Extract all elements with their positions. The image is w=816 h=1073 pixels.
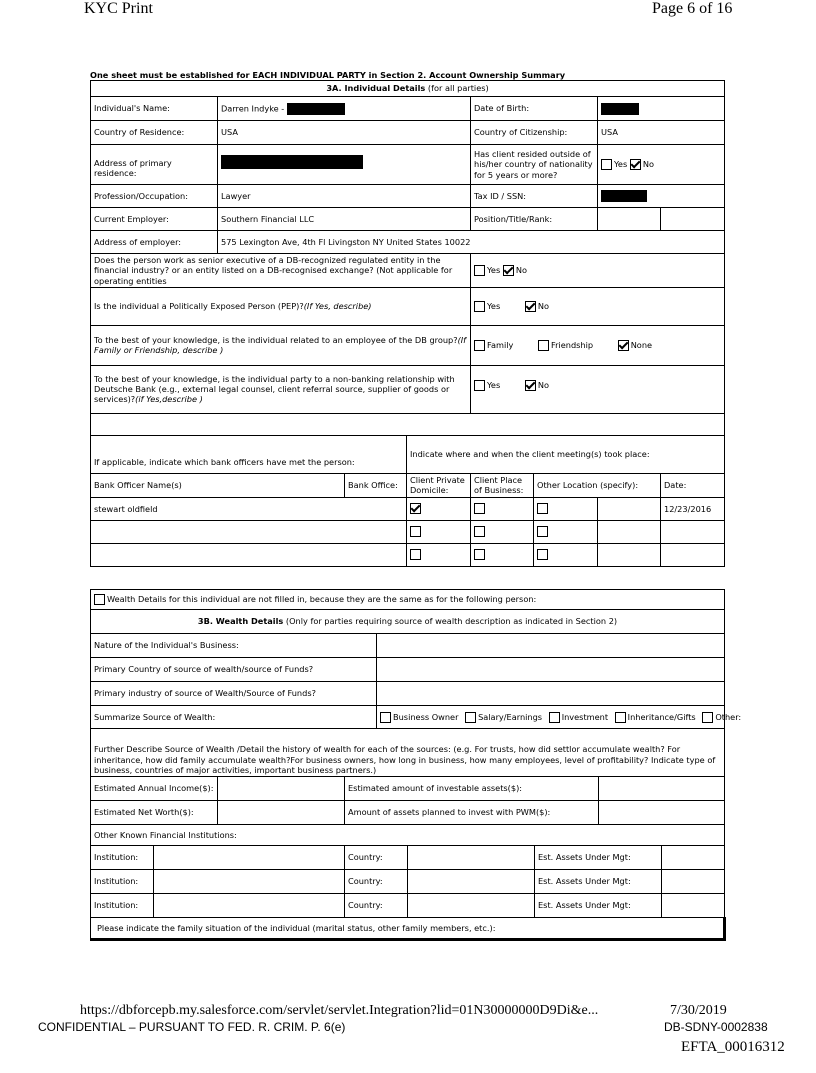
- col-officer: Bank Officer Name(s): [91, 473, 345, 497]
- name-label: Individual's Name:: [91, 97, 218, 121]
- bank-office-cell: [407, 497, 471, 520]
- place-checkbox[interactable]: [537, 503, 548, 514]
- aum-value: [662, 870, 725, 894]
- other-cell: [598, 497, 661, 520]
- summarize-label: Summarize Source of Wealth:: [91, 706, 377, 729]
- dob-value: [598, 97, 725, 121]
- redaction-block: [287, 103, 345, 115]
- resided-no-checkbox[interactable]: [630, 159, 641, 170]
- private-cell: [471, 520, 534, 543]
- address-value: [218, 145, 471, 185]
- country-value: [408, 846, 535, 870]
- officer-name: [91, 520, 407, 543]
- summarize-options: Business Owner Salary/Earnings Investment Inheritance/Gifts Other:: [377, 706, 725, 729]
- aum-value: [662, 846, 725, 870]
- none-checkbox[interactable]: [618, 340, 629, 351]
- section-3b-title: 3B. Wealth Details (Only for parties requiring source of wealth description as indicated in Section 2): [91, 610, 725, 634]
- further-describe: Further Describe Source of Wealth /Detail the history of wealth for each of the sources: (e.g. For trusts, how did settlor accumulate wealth? For inheritance, how did family accumulate wealth?For business owners, how long in business, how many employees, level of profitability? Indicate type of business, countries of major activities, important business partners.): [91, 729, 725, 777]
- institution-label: Institution:: [91, 870, 154, 894]
- spacer-row: [91, 413, 725, 435]
- private-checkbox[interactable]: [474, 549, 485, 560]
- col-date: Date:: [661, 473, 725, 497]
- country-residence-value: USA: [218, 121, 471, 145]
- profession-label: Profession/Occupation:: [91, 185, 218, 208]
- private-checkbox[interactable]: [474, 503, 485, 514]
- institution-value: [154, 846, 345, 870]
- table-row: [91, 543, 725, 566]
- other-cell: [598, 543, 661, 566]
- wealth-details-table: [90, 589, 742, 941]
- senior-exec-answer: Yes No: [471, 254, 725, 288]
- pep-answer: Yes No: [471, 287, 725, 325]
- place-cell: [534, 497, 598, 520]
- profession-value: Lawyer: [218, 185, 471, 208]
- bank-office-checkbox[interactable]: [410, 503, 421, 514]
- country-label: Country:: [345, 894, 408, 918]
- primary-country-label: Primary Country of source of wealth/source of Funds?: [91, 658, 377, 682]
- table-row: [91, 894, 725, 918]
- employer-address-value: 575 Lexington Ave, 4th Fl Livingston NY United States 10022: [218, 231, 725, 254]
- col-bank-office: Bank Office:: [345, 473, 407, 497]
- other-cell: [598, 520, 661, 543]
- senior-no-checkbox[interactable]: [503, 265, 514, 276]
- page-number: Page 6 of 16: [652, 0, 733, 17]
- meeting-date: [661, 520, 725, 543]
- footer-date: 7/30/2019: [670, 1003, 727, 1018]
- inheritance-checkbox[interactable]: [615, 712, 626, 723]
- primary-industry-value: [377, 682, 725, 706]
- section-3a-title: 3A. Individual Details (for all parties): [91, 81, 725, 97]
- position-spacer: [661, 208, 725, 231]
- efta-number: EFTA_00016312: [681, 1039, 785, 1055]
- table-row: [91, 846, 725, 870]
- address-label: Address of primary residence:: [91, 145, 218, 185]
- redaction-block: [601, 190, 647, 202]
- place-checkbox[interactable]: [537, 526, 548, 537]
- country-value: [408, 894, 535, 918]
- friendship-checkbox[interactable]: [538, 340, 549, 351]
- other-fi-label: Other Known Financial Institutions:: [91, 825, 725, 846]
- individual-details-table: [90, 80, 725, 567]
- primary-country-value: [377, 658, 725, 682]
- aum-label: Est. Assets Under Mgt:: [535, 894, 662, 918]
- table-row: [91, 497, 725, 520]
- net-worth-value: [218, 801, 345, 825]
- related-answer: Family Friendship None: [471, 325, 725, 365]
- position-label: Position/Title/Rank:: [471, 208, 598, 231]
- col-other-location: Other Location (specify):: [534, 473, 661, 497]
- meeting-date: [661, 543, 725, 566]
- country-label: Country:: [345, 870, 408, 894]
- nature-label: Nature of the Individual's Business:: [91, 634, 377, 658]
- print-title: KYC Print: [84, 0, 153, 17]
- annual-income-label: Estimated Annual Income($):: [91, 777, 218, 801]
- senior-exec-question: Does the person work as senior executive of a DB-recognized regulated entity in the financial industry? or an entity listed on a DB-recognised exchange? (Not applicable for operating entities: [91, 254, 471, 288]
- resided-question: Has client resided outside of his/her country of nationality for 5 years or more?: [471, 145, 598, 185]
- officer-name: [91, 543, 407, 566]
- pep-question: Is the individual a Politically Exposed Person (PEP)?(If Yes, describe): [91, 287, 471, 325]
- employer-address-label: Address of employer:: [91, 231, 218, 254]
- place-cell: [534, 543, 598, 566]
- bank-office-cell: [407, 520, 471, 543]
- place-cell: [534, 520, 598, 543]
- institution-label: Institution:: [91, 894, 154, 918]
- resided-yes-checkbox[interactable]: [601, 159, 612, 170]
- dob-label: Date of Birth:: [471, 97, 598, 121]
- resided-answer: Yes No: [598, 145, 725, 185]
- aum-value: [662, 894, 725, 918]
- private-checkbox[interactable]: [474, 526, 485, 537]
- officers-label: If applicable, indicate which bank officers have met the person:: [91, 435, 407, 473]
- salary-checkbox[interactable]: [465, 712, 476, 723]
- confidential-notice: CONFIDENTIAL – PURSUANT TO FED. R. CRIM. P. 6(e): [38, 1020, 346, 1034]
- pep-yes-checkbox[interactable]: [474, 301, 485, 312]
- other-checkbox[interactable]: [702, 712, 713, 723]
- meeting-label: Indicate where and when the client meeting(s) took place:: [407, 435, 725, 473]
- bates-number: DB-SDNY-0002838: [664, 1020, 768, 1034]
- table-row: [91, 520, 725, 543]
- footer-url: https://dbforcepb.my.salesforce.com/servlet/servlet.Integration?lid=01N30000000D9Di&e...: [80, 1003, 599, 1018]
- party-no-checkbox[interactable]: [525, 380, 536, 391]
- country-value: [408, 870, 535, 894]
- col-private-domicile: Client Private Domicile:: [407, 473, 471, 497]
- party-yes-checkbox[interactable]: [474, 380, 485, 391]
- investable-value: [599, 777, 725, 801]
- family-checkbox[interactable]: [474, 340, 485, 351]
- business-owner-checkbox[interactable]: [380, 712, 391, 723]
- country-label: Country:: [345, 846, 408, 870]
- officer-name: stewart oldfield: [91, 497, 407, 520]
- pwm-label: Amount of assets planned to invest with PWM($):: [345, 801, 599, 825]
- instruction-note: One sheet must be established for EACH INDIVIDUAL PARTY in Section 2. Account Ownership Summary: [90, 70, 566, 80]
- aum-label: Est. Assets Under Mgt:: [535, 870, 662, 894]
- senior-yes-checkbox[interactable]: [474, 265, 485, 276]
- tax-id-label: Tax ID / SSN:: [471, 185, 598, 208]
- nature-value: [377, 634, 725, 658]
- aum-label: Est. Assets Under Mgt:: [535, 846, 662, 870]
- position-value: [598, 208, 661, 231]
- institution-value: [154, 894, 345, 918]
- net-worth-label: Estimated Net Worth($):: [91, 801, 218, 825]
- employer-label: Current Employer:: [91, 208, 218, 231]
- pwm-value: [599, 801, 725, 825]
- employer-value: Southern Financial LLC: [218, 208, 471, 231]
- related-question: To the best of your knowledge, is the individual related to an employee of the DB group?(If Family or Friendship, describe ): [91, 325, 471, 365]
- institution-label: Institution:: [91, 846, 154, 870]
- non-banking-answer: Yes No: [471, 365, 725, 413]
- redaction-block: [221, 155, 363, 169]
- bank-office-checkbox[interactable]: [410, 549, 421, 560]
- country-residence-label: Country of Residence:: [91, 121, 218, 145]
- annual-income-value: [218, 777, 345, 801]
- institution-value: [154, 870, 345, 894]
- bank-office-cell: [407, 543, 471, 566]
- col-place-business: Client Place of Business:: [471, 473, 534, 497]
- investable-label: Estimated amount of investable assets($):: [345, 777, 599, 801]
- private-cell: [471, 543, 534, 566]
- name-value: Darren Indyke -: [218, 97, 471, 121]
- tax-id-value: [598, 185, 725, 208]
- investment-checkbox[interactable]: [549, 712, 560, 723]
- same-as-checkbox[interactable]: [94, 594, 105, 605]
- country-citizenship-value: USA: [598, 121, 725, 145]
- family-situation-label: Please indicate the family situation of the individual (marital status, other family members, etc.):: [91, 918, 725, 940]
- table-row: [91, 870, 725, 894]
- redaction-block: [601, 103, 639, 115]
- primary-industry-label: Primary industry of source of Wealth/Source of Funds?: [91, 682, 377, 706]
- non-banking-question: To the best of your knowledge, is the individual party to a non-banking relationship with Deutsche Bank (e.g., external legal counsel, client referral source, supplier of goods or services)?(if Yes,describe ): [91, 365, 471, 413]
- wealth-not-filled-row: Wealth Details for this individual are not filled in, because they are the same as for the following person:: [91, 590, 725, 610]
- country-citizenship-label: Country of Citizenship:: [471, 121, 598, 145]
- private-cell: [471, 497, 534, 520]
- place-checkbox[interactable]: [537, 549, 548, 560]
- pep-no-checkbox[interactable]: [525, 301, 536, 312]
- bank-office-checkbox[interactable]: [410, 526, 421, 537]
- meeting-date: 12/23/2016: [661, 497, 725, 520]
